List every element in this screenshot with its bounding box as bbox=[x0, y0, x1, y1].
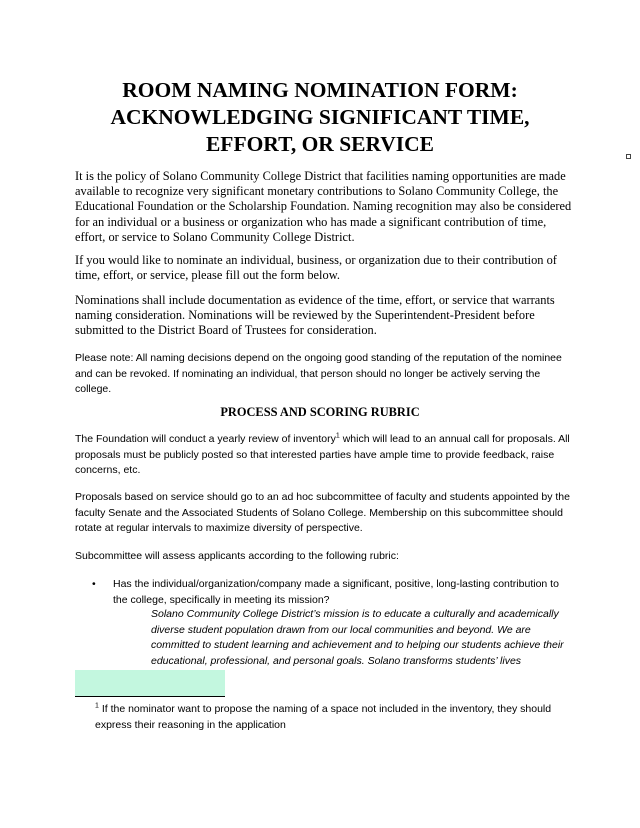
highlight-box bbox=[75, 670, 225, 696]
margin-anchor-mark bbox=[626, 154, 631, 159]
nominate-paragraph: If you would like to nominate an individual, business, or organization due to their contribution of time, effort, or service, please fill out the form below. bbox=[75, 253, 557, 283]
documentation-paragraph: Nominations shall include documentation as evidence of the time, effort, or service that warrants naming consideration. Nominations will be reviewed by the Superintendent-President before submitted to the District Board of Trustees for consideration. bbox=[75, 293, 555, 338]
policy-paragraph: It is the policy of Solano Community College District that facilities naming opportunities are made available to recognize very significant monetary contributions to Solano Community College, the Educational Foundation or the Scholarship Foundation. Naming recognition may also be considered for an individual or a business or organization who has made a significant contribution of time, effort, or service to Solano Community College District. bbox=[75, 169, 572, 244]
title-line-1: ROOM NAMING NOMINATION FORM: bbox=[122, 78, 518, 102]
footnote bbox=[75, 702, 575, 733]
footnote-text: If the nominator want to propose the naming of a space not included in the inventory, they should express their reasoning in the application bbox=[95, 703, 552, 731]
mission-quote: Solano Community College District’s mission is to educate a culturally and academically diverse student population drawn from our local communities and beyond. We are committed to student learning and achievement and to helping our students achieve their educational, professional, and personal goals. Solano transforms students’ lives bbox=[151, 608, 564, 667]
list-item bbox=[92, 577, 572, 608]
rubric-question: Has the individual/organization/company made a significant, positive, long-lasting contribution to the college, specifically in meeting its mission? bbox=[113, 578, 559, 606]
foundation-paragraph bbox=[75, 432, 570, 479]
bullet-icon: • bbox=[92, 578, 96, 590]
page-title bbox=[60, 77, 580, 158]
assess-paragraph: Subcommittee will assess applicants according to the following rubric: bbox=[75, 550, 399, 562]
footnote-separator bbox=[75, 696, 225, 697]
footnote-number: 1 bbox=[95, 702, 99, 710]
title-line-2: ACKNOWLEDGING SIGNIFICANT TIME, bbox=[110, 105, 530, 129]
footnote-reference[interactable]: 1 bbox=[335, 432, 340, 440]
rubric-list bbox=[92, 577, 572, 608]
please-note-paragraph: Please note: All naming decisions depend on the ongoing good standing of the reputation of the nominee and can be revoked. If nominating an individual, that person should no longer be actively serving the college. bbox=[75, 352, 562, 396]
foundation-text-before: The Foundation will conduct a yearly review of inventory bbox=[75, 433, 336, 445]
section-heading: PROCESS AND SCORING RUBRIC bbox=[220, 405, 420, 419]
foundation-text-after: which will lead to an annual call for proposals. All proposals must be publicly posted so that interested parties have ample time to provide feedback, raise concerns, etc. bbox=[75, 433, 570, 477]
proposals-paragraph: Proposals based on service should go to an ad hoc subcommittee of faculty and students appointed by the faculty Senate and the Associated Students of Solano College. Membership on this subcommittee should rotate at regular intervals to maximize diversity of perspective. bbox=[75, 491, 570, 535]
title-line-3: EFFORT, OR SERVICE bbox=[205, 132, 435, 156]
